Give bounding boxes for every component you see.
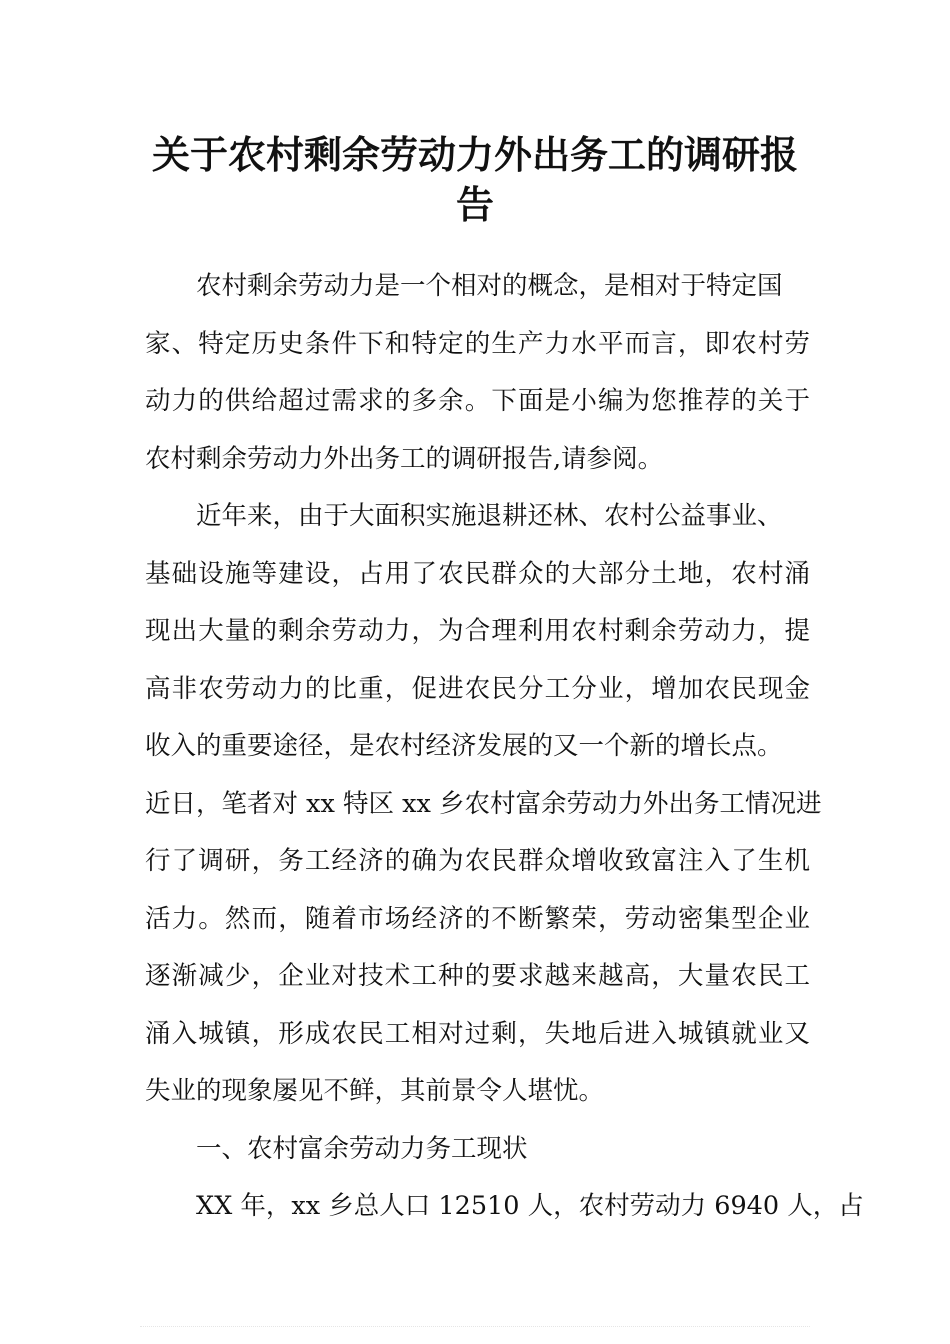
paragraph-2-line-11: 失业的现象屡见不鲜，其前景令人堪忧。 — [145, 1076, 605, 1106]
paragraph-3-line-1: XX 年，xx 乡总人口 12510 人，农村劳动力 6940 人，占 — [196, 1191, 864, 1221]
paragraph-2-line-5: 收入的重要途径，是农村经济发展的又一个新的增长点。 — [145, 731, 783, 761]
title-line-2: 告 — [455, 182, 494, 227]
section-heading-1: 一、农村富余劳动力务工现状 — [196, 1133, 528, 1164]
paragraph-2-line-1: 近年来，由于大面积实施退耕还林、农村公益事业、 — [196, 501, 783, 531]
paragraph-2-line-2: 基础设施等建设，占用了农民群众的大部分土地，农村涌 — [145, 558, 810, 589]
paragraph-1-line-1: 农村剩余劳动力是一个相对的概念，是相对于特定国 — [196, 271, 783, 301]
paragraph-1-line-2: 家、特定历史条件下和特定的生产力水平而言，即农村劳 — [145, 328, 810, 359]
document-title — [140, 130, 810, 230]
paragraph-2-line-8: 活力。然而，随着市场经济的不断繁荣，劳动密集型企业 — [145, 903, 810, 934]
paragraph-2-line-7: 行了调研，务工经济的确为农民群众增收致富注入了生机 — [145, 846, 810, 876]
paragraph-2-line-10: 涌入城镇，形成农民工相对过剩，失地后进入城镇就业又 — [145, 1018, 810, 1049]
paragraph-2-line-6: 近日，笔者对 xx 特区 xx 乡农村富余劳动力外出务工情况进 — [145, 788, 822, 819]
paragraph-1-line-4: 农村剩余劳动力外出务工的调研报告,请参阅。 — [145, 443, 664, 474]
paragraph-2-line-9: 逐渐减少，企业对技术工种的要求越来越高，大量农民工 — [145, 961, 810, 991]
title-line-1: 关于农村剩余劳动力外出务工的调研报 — [151, 132, 798, 177]
paragraph-2-line-3: 现出大量的剩余劳动力，为合理利用农村剩余劳动力，提 — [145, 616, 810, 646]
paragraph-2-line-4: 高非农劳动力的比重，促进农民分工分业，增加农民现金 — [145, 673, 810, 704]
page-bottom-divider — [140, 1326, 810, 1329]
document-body — [145, 258, 864, 1236]
paragraph-1-line-3: 动力的供给超过需求的多余。下面是小编为您推荐的关于 — [145, 386, 810, 416]
